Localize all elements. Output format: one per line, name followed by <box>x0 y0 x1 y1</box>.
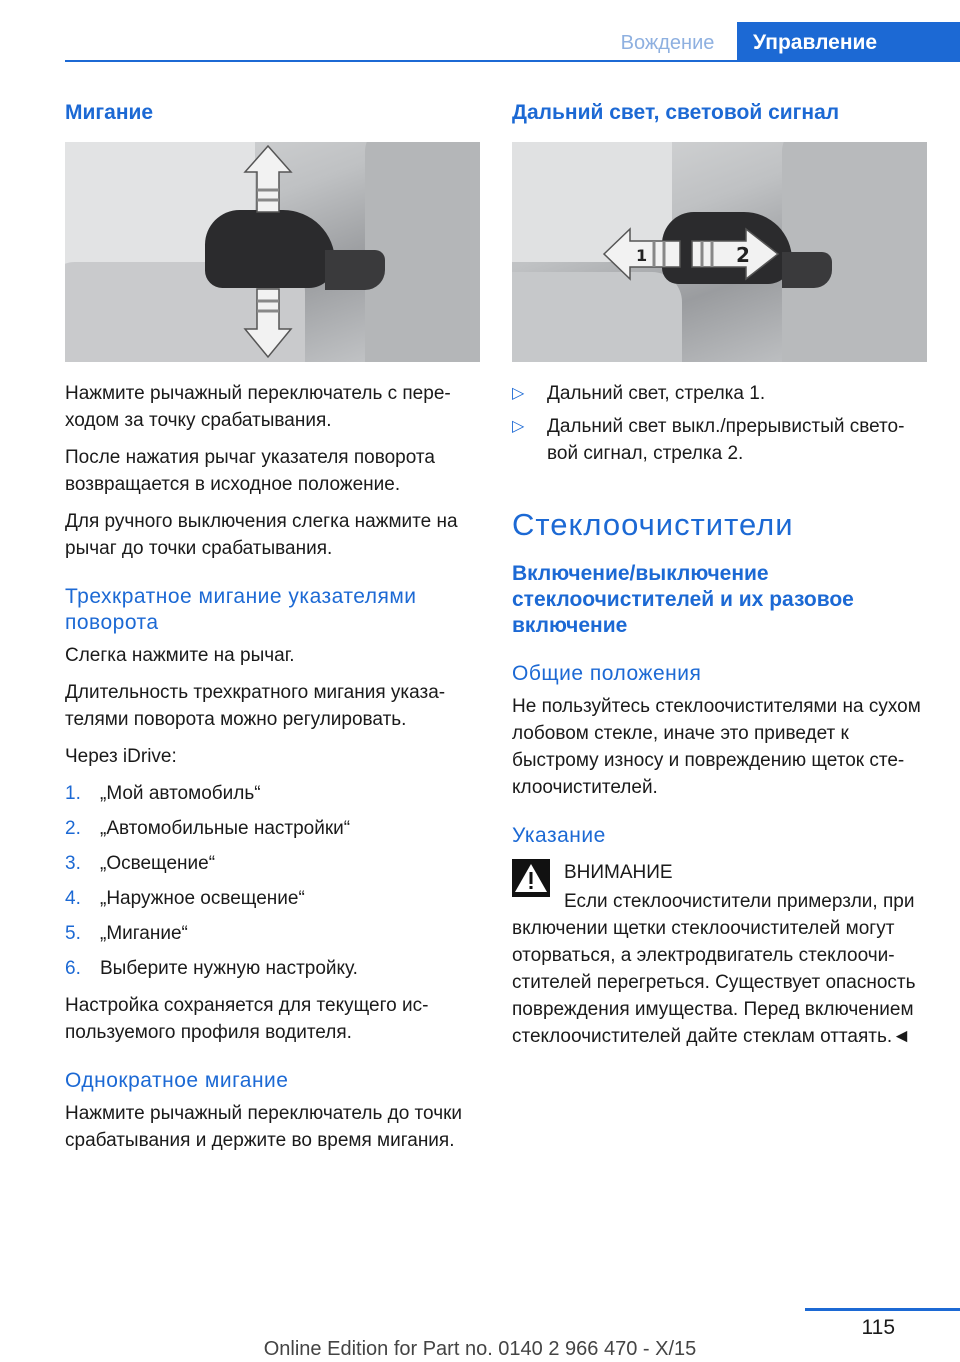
arrow-2-label: 2 <box>736 243 750 267</box>
list-item <box>512 413 927 467</box>
step-text: Выберите нужную настройку. <box>100 958 358 979</box>
page-number: 115 <box>861 1316 895 1339</box>
up-arrow-icon <box>243 144 293 214</box>
list-item <box>65 850 480 877</box>
list-item <box>65 885 480 912</box>
paragraph: Для ручного выключения слегка нажмите на рычаг до точки срабатывания. <box>65 511 458 559</box>
triangle-bullet-icon: ▷ <box>512 385 525 402</box>
heading-wipers-onoff: Включение/выключение стеклоочистителей и их разовое включение <box>512 562 854 637</box>
edition-footer: Online Edition for Part no. 0140 2 966 470 - X/15 <box>263 1338 697 1360</box>
step-number: 5. <box>65 923 81 944</box>
step-text: „Мигание“ <box>100 923 188 944</box>
warning-text: Если стеклоочистители примерзли, при включении щетки стеклоочистителей могут оторваться, а электродвигатель стеклоочистителей перегреться. Существует опасность повреждения имущества. Перед включением стеклоочистителей дайте стеклам оттаять.◄ <box>512 891 916 1047</box>
paragraph: Нажмите рычажный переключатель до точки срабатывания и держите во время мигания. <box>65 1103 463 1151</box>
paragraph: Настройка сохраняется для текущего используемого профиля водителя. <box>65 995 429 1043</box>
paragraph: Длительность трехкратного мигания указателями поворота можно регулировать. <box>65 682 446 730</box>
down-arrow-icon <box>243 287 293 359</box>
heading-triple-blink: Трехкратное мигание указателями поворота <box>65 585 417 634</box>
step-text: „Освещение“ <box>100 853 216 874</box>
step-text: „Автомобильные настройки“ <box>100 818 351 839</box>
heading-high-beam: Дальний свет, световой сигнал <box>512 101 840 124</box>
step-text: „Мой автомобиль“ <box>100 783 261 804</box>
arrow-1-label: 1 <box>636 246 648 265</box>
arrow-2-icon <box>690 227 780 281</box>
step-number: 2. <box>65 818 81 839</box>
heading-single-blink: Однократное мигание <box>65 1069 289 1092</box>
list-item <box>65 955 480 982</box>
list-item <box>65 920 480 947</box>
bullet-text: Дальний свет выкл./прерывистый световой сигнал, стрелка 2. <box>547 416 905 464</box>
heading-wipers: Стеклоочистители <box>512 507 794 542</box>
heading-blinking: Мигание <box>65 101 154 124</box>
high-beam-lever-photo <box>512 142 927 362</box>
warning-icon <box>512 859 550 897</box>
bullet-text: Дальний свет, стрелка 1. <box>547 383 766 404</box>
paragraph: Слегка нажмите на рычаг. <box>65 645 295 666</box>
warning-block <box>512 859 927 1050</box>
turn-signal-lever-photo <box>65 142 480 362</box>
paragraph: Не пользуйтесь стеклоочистителями на сухом лобовом стекле, иначе это приведет к быстрому износу и повреждению щеток стеклоочистителей. <box>512 696 921 798</box>
paragraph: Через iDrive: <box>65 746 177 767</box>
heading-note: Указание <box>512 824 606 847</box>
idrive-steps-list <box>65 780 480 982</box>
tab-controls[interactable]: Управление <box>737 22 960 60</box>
arrow-1-icon <box>602 227 682 281</box>
triangle-bullet-icon: ▷ <box>512 418 525 435</box>
list-item <box>512 380 927 407</box>
step-number: 1. <box>65 783 81 804</box>
footer-rule <box>805 1308 960 1311</box>
left-column <box>65 100 480 1164</box>
heading-general: Общие положения <box>512 662 702 685</box>
warning-title: ВНИМАНИЕ <box>564 862 673 883</box>
right-column <box>512 100 927 1050</box>
list-item <box>65 780 480 807</box>
paragraph: Нажмите рычажный переключатель с переходом за точку срабатывания. <box>65 383 451 431</box>
tab-driving[interactable]: Вождение <box>620 32 715 54</box>
paragraph: После нажатия рычаг указателя поворота возвращается в исходное положение. <box>65 447 435 495</box>
high-beam-list <box>512 380 927 467</box>
list-item <box>65 815 480 842</box>
header-rule <box>65 60 960 62</box>
step-number: 6. <box>65 958 81 979</box>
step-number: 3. <box>65 853 81 874</box>
step-text: „Наружное освещение“ <box>100 888 305 909</box>
step-number: 4. <box>65 888 81 909</box>
